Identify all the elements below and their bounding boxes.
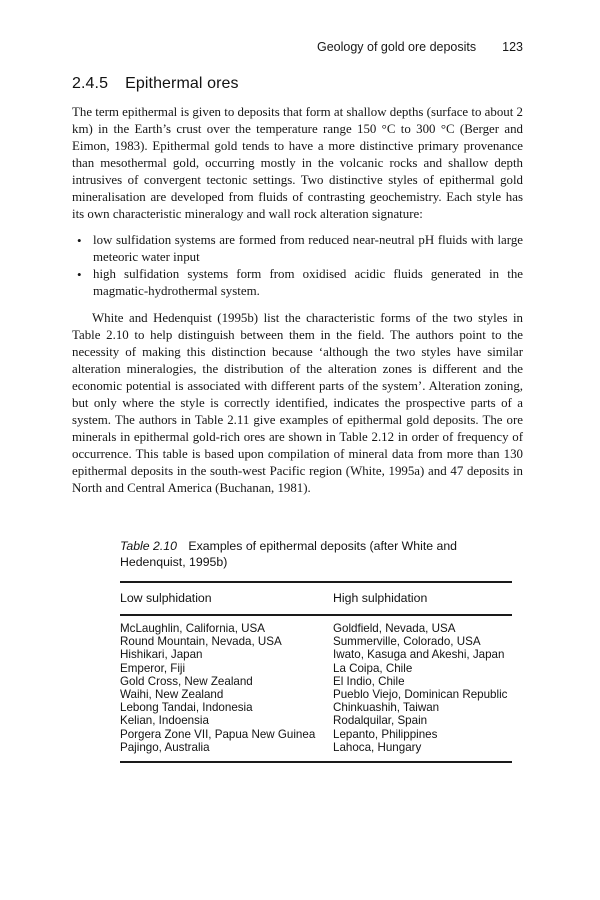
section-heading (72, 75, 523, 93)
bullet-list (72, 232, 523, 300)
epithermal-deposits-table (120, 581, 512, 763)
table-cell: Chinkuashih, Taiwan (333, 701, 440, 715)
table-caption-text: Examples of epithermal deposits (after White and Hedenquist, 1995b) (120, 539, 458, 569)
table-caption-label: Table 2.10 (120, 539, 177, 553)
table-row (120, 635, 512, 648)
table-cell: Gold Cross, New Zealand (120, 674, 253, 688)
paragraph-intro: The term epithermal is given to deposits that form at shallow depths (surface to about 2 km) in the Earth’s crust over the temperature range 150 °C to 300 °C (Berger and Eimon, 1983). Epithermal gold tends to have a more distinctive primary provenance than mesothermal gold, occurring mostly in the volcanic rocks and shallow depth intrusives of convergent tectonic settings. Two distinctive styles of epithermal gold mineralisation are developed from fluids of contrasting geochemistry. Each style has its own characteristic mineralogy and wall rock alteration signature: (72, 105, 523, 221)
table-cell: Emperor, Fiji (120, 661, 186, 675)
table-cell: Pueblo Viejo, Dominican Republic (333, 688, 508, 702)
table-cell: Rodalquilar, Spain (333, 714, 428, 728)
table-cell: Summerville, Colorado, USA (333, 635, 481, 649)
table-cell: Round Mountain, Nevada, USA (120, 635, 282, 649)
running-head (72, 40, 523, 54)
table-caption (120, 539, 512, 570)
table-cell: La Coipa, Chile (333, 661, 413, 675)
paragraph-discussion: White and Hedenquist (1995b) list the characteristic forms of the two styles in Table 2.10 to help distinguish between them in the field. The authors point to the necessity of making this distinction because ‘although the two styles have similar alteration mineralogies, the distribution of the alteration zones is different and the economic potential is associated with different parts of the system’. Alteration zoning, but only where the style is correctly identified, indicates the prospective parts of a system. The authors in Table 2.11 give examples of epithermal gold deposits. The ore minerals in epithermal gold-rich ores are shown in Table 2.12 in order of frequency of occurrence. This table is based upon compilation of mineral data from more than 130 epithermal deposits in the south-west Pacific region (White, 1995a) and 47 deposits in North and Central America (Buchanan, 1981). (72, 311, 523, 495)
table-row (120, 714, 512, 727)
table-row (120, 688, 512, 701)
table-header (120, 582, 512, 615)
section-number: 2.4.5 (72, 75, 109, 92)
column-header-high-sulphidation: High sulphidation (333, 582, 512, 615)
table-cell: Goldfield, Nevada, USA (333, 622, 456, 635)
table-cell: Iwato, Kasuga and Akeshi, Japan (333, 648, 505, 662)
table-cell: Lepanto, Philippines (333, 727, 438, 741)
table-cell: Porgera Zone VII, Papua New Guinea (120, 727, 316, 741)
column-header-low-sulphidation: Low sulphidation (120, 582, 333, 615)
section-title: Epithermal ores (125, 75, 239, 92)
table-cell: Lahoca, Hungary (333, 740, 422, 754)
table-cell: Kelian, Indoensia (120, 714, 209, 728)
table-row (120, 648, 512, 661)
table-cell: Waihi, New Zealand (120, 688, 224, 702)
bullet-item-low-sulfidation: • low sulfidation systems are formed from reduced near-neutral pH fluids with large meteoric water input (72, 232, 523, 266)
table-row (120, 728, 512, 741)
table-cell: McLaughlin, California, USA (120, 622, 265, 635)
table-cell: Pajingo, Australia (120, 740, 210, 754)
table-row (120, 701, 512, 714)
table-cell: Hishikari, Japan (120, 648, 203, 662)
page-number: 123 (502, 40, 523, 54)
running-head-title: Geology of gold ore deposits (317, 40, 477, 54)
table-row (120, 662, 512, 675)
table-body (120, 615, 512, 762)
table-row (120, 741, 512, 762)
table-cell: Lebong Tandai, Indonesia (120, 701, 253, 715)
table-row (120, 675, 512, 688)
table-2-10-block (120, 539, 512, 763)
table-cell: El Indio, Chile (333, 674, 405, 688)
table-header-row (120, 582, 512, 615)
table-row (120, 615, 512, 635)
bullet-item-high-sulfidation: • high sulfidation systems form from oxidised acidic fluids generated in the magmatic-hydrothermal system. (72, 266, 523, 300)
